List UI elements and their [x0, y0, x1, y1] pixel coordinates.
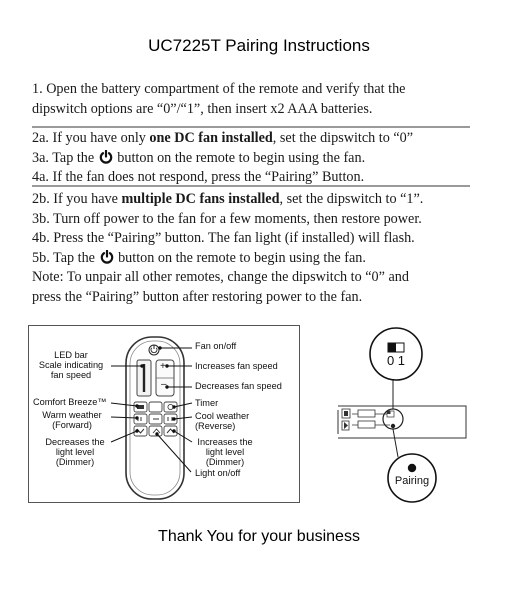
timer-label: Timer	[195, 398, 219, 408]
decrease-light-line-2: light level	[55, 447, 95, 457]
led-bar-line-2: Scale indicating	[38, 360, 104, 370]
dipswitch-label: 0 1	[386, 353, 406, 368]
single-fan-section	[32, 129, 502, 188]
step-2b	[32, 190, 502, 210]
step-5b-text: 5b. Tap the	[32, 249, 99, 266]
note-line-2: press the “Pairing” button after restoring power to the fan.	[32, 288, 363, 305]
increase-speed-label: Increases fan speed	[195, 361, 278, 371]
comfort-breeze-label: Comfort Breeze™	[33, 397, 107, 407]
increase-light-line-3: (Dimmer)	[205, 457, 245, 467]
warm-weather-line-1: Warm weather	[42, 410, 102, 420]
page-title: UC7225T Pairing Instructions	[148, 36, 370, 55]
remote-minus-label: –	[161, 379, 167, 390]
warm-weather-line-2: (Forward)	[52, 420, 92, 430]
step-3a	[32, 149, 502, 169]
step-5b-text-end: button on the remote to begin using the fan.	[114, 249, 366, 266]
power-icon	[100, 250, 114, 264]
step-3a-text: 3a. Tap the	[32, 149, 98, 166]
step-2b-text: 2b. If you have	[32, 191, 122, 207]
pairing-button-label: Pairing	[394, 475, 430, 487]
remote-plus-label: +	[160, 361, 166, 372]
led-bar-line-1: LED bar	[54, 350, 88, 360]
step-4a: 4a. If the fan does not respond, press the “Pairing” Button.	[32, 169, 365, 185]
step-1-line-1: 1. Open the battery compartment of the remote and verify that the	[32, 81, 406, 97]
footer-thanks: Thank You for your business	[158, 528, 360, 545]
step-4b: 4b. Press the “Pairing” button. The fan light (if installed) will flash.	[32, 230, 415, 246]
light-on-off-label: Light on/off	[195, 468, 241, 478]
remote-diagram	[28, 325, 300, 503]
step-5b	[32, 249, 502, 269]
multiple-fans-section	[32, 190, 502, 307]
step-2a-text-end: , set the dipswitch to “0”	[272, 130, 414, 146]
step-1-line-2: dipswitch options are “0”/“1”, then insert x2 AAA batteries.	[32, 100, 373, 117]
step-2a-text: 2a. If you have only	[32, 130, 150, 146]
step-3b: 3b. Turn off power to the fan for a few moments, then restore power.	[32, 210, 422, 227]
step-2b-text-end: , set the dipswitch to “1”.	[279, 191, 424, 207]
decrease-speed-label: Decreases fan speed	[195, 381, 282, 391]
step-1	[32, 80, 502, 119]
increase-light-line-1: Increases the	[197, 437, 253, 447]
step-2b-bold: multiple DC fans installed	[121, 191, 280, 207]
note-line-1: Note: To unpair all other remotes, change the dipswitch to “0” and	[32, 269, 409, 285]
step-2a	[32, 129, 502, 149]
decrease-light-line-3: (Dimmer)	[55, 457, 95, 467]
led-bar-line-3: fan speed	[50, 370, 92, 380]
increase-light-label	[193, 437, 257, 467]
cool-weather-line-2: (Reverse)	[195, 421, 236, 431]
warm-weather-label	[35, 410, 109, 430]
divider	[32, 185, 470, 187]
divider	[32, 126, 470, 128]
decrease-light-line-1: Decreases the	[45, 437, 105, 447]
led-bar-label	[31, 350, 111, 380]
power-icon	[99, 150, 113, 164]
step-2a-bold: one DC fan installed	[149, 130, 273, 146]
cool-weather-line-1: Cool weather	[195, 411, 250, 421]
cool-weather-label	[195, 411, 249, 431]
fan-on-off-label: Fan on/off	[195, 341, 237, 351]
increase-light-line-2: light level	[205, 447, 245, 457]
decrease-light-label	[39, 437, 111, 467]
step-3a-text-end: button on the remote to begin using the fan.	[113, 149, 366, 166]
